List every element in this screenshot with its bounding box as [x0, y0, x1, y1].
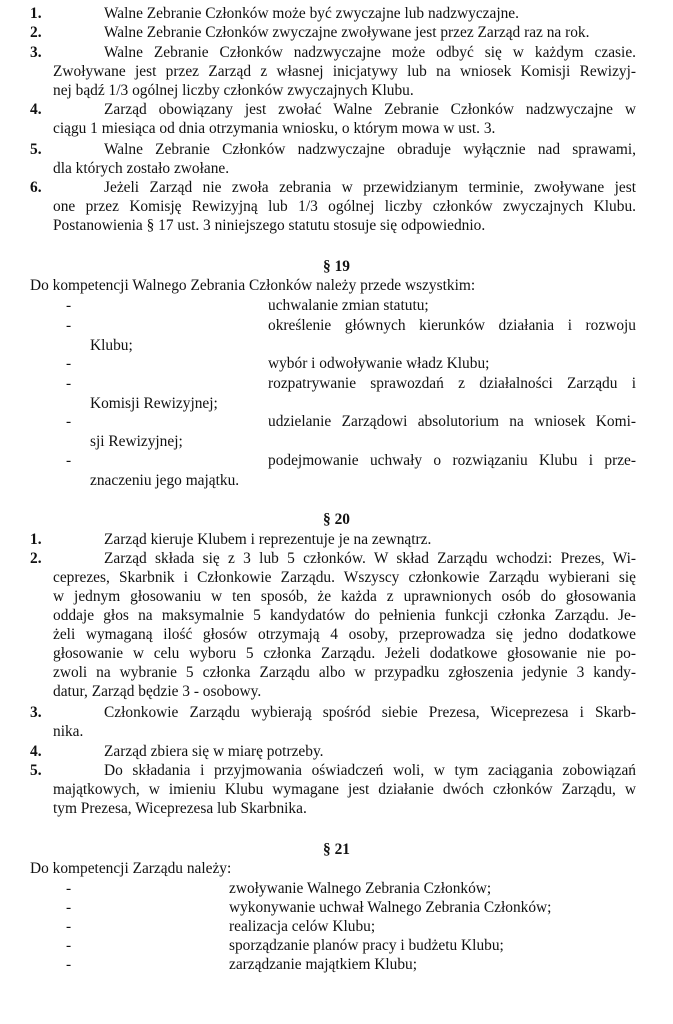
list-dash: - [66, 918, 72, 935]
item-number: 1. [30, 531, 42, 548]
paragraph-line: Do kompetencji Zarządu należy: [30, 860, 232, 877]
list-item-text: podejmowanie uchwały o rozwiązaniu Klubu i prze- [268, 452, 636, 469]
item-number: 5. [30, 141, 42, 158]
paragraph-line: żeli wymaganą ilość głosów otrzymają 4 osoby, przeprowadza się jedno dodatkowe [53, 626, 636, 643]
paragraph-line: zwoli na wybranie 5 członka Zarządu albo w przypadku zgłoszenia jedynie 3 kandy- [53, 664, 636, 681]
paragraph-line: Postanowienia § 17 ust. 3 niniejszego statutu stosuje się odpowiednio. [53, 217, 486, 234]
paragraph-line: Zarząd obowiązany jest zwołać Walne Zebranie Członków nadzwyczajne w [104, 101, 636, 118]
paragraph-line: tym Prezesa, Wiceprezesa lub Skarbnika. [53, 800, 307, 817]
list-item-text: zarządzanie majątkiem Klubu; [229, 956, 418, 973]
paragraph-line: Zwoływane jest przez Zarząd z własnej inicjatywy lub na wniosek Komisji Rewizyj- [53, 63, 636, 80]
list-dash: - [66, 355, 72, 372]
item-number: 2. [30, 550, 42, 567]
paragraph-line: Komisji Rewizyjnej; [90, 395, 218, 412]
list-dash: - [66, 937, 72, 954]
paragraph-line: w jednym głosowaniu w ten sposób, że każda z uprawnionych osób do głosowania [53, 588, 636, 605]
paragraph-line: znaczeniu jego majątku. [90, 472, 240, 489]
paragraph-line: Do kompetencji Walnego Zebrania Członków należy przede wszystkim: [30, 277, 476, 294]
paragraph-line: Walne Zebranie Członków nadzwyczajne może odbyć się w każdym czasie. [104, 44, 636, 61]
list-item-text: zwoływanie Walnego Zebrania Członków; [229, 880, 492, 897]
list-item-text: określenie głównych kierunków działania i rozwoju [268, 317, 636, 334]
paragraph-line: Walne Zebranie Członków może być zwyczajne lub nadzwyczajne. [104, 5, 519, 22]
section-heading: § 21 [323, 841, 350, 858]
paragraph-line: Walne Zebranie Członków nadzwyczajne obraduje wyłącznie nad sprawami, [104, 141, 636, 158]
paragraph-line: głosowanie w celu wyboru 5 członka Zarządu. Jeżeli dodatkowe głosowanie nie po- [53, 645, 636, 662]
item-number: 3. [30, 44, 42, 61]
list-item-text: rozpatrywanie sprawozdań z działalności Zarządu i [268, 375, 636, 392]
paragraph-line: majątkowych, w imieniu Klubu wymagane jest działanie dwóch członków Zarządu, w [53, 781, 636, 798]
list-item-text: realizacja celów Klubu; [229, 918, 376, 935]
paragraph-line: ciągu 1 miesiąca od dnia otrzymania wniosku, o którym mowa w ust. 3. [53, 120, 496, 137]
item-number: 4. [30, 101, 42, 118]
item-number: 2. [30, 24, 42, 41]
item-number: 3. [30, 704, 42, 721]
item-number: 5. [30, 762, 42, 779]
list-dash: - [66, 956, 72, 973]
list-item-text: udzielanie Zarządowi absolutorium na wniosek Komi- [268, 413, 636, 430]
paragraph-line: Zarząd składa się z 3 lub 5 członków. W skład Zarządu wchodzi: Prezes, Wi- [104, 550, 636, 567]
item-number: 4. [30, 743, 42, 760]
paragraph-line: nika. [53, 723, 84, 740]
list-item-text: wykonywanie uchwał Walnego Zebrania Członków; [229, 899, 552, 916]
paragraph-line: dla których zostało zwołane. [53, 160, 230, 177]
list-dash: - [66, 413, 72, 430]
section-heading: § 19 [323, 258, 350, 275]
paragraph-line: ceprezes, Skarbnik i Członkowie Zarządu. Wszyscy członkowie Zarządu wybierani się [53, 569, 636, 586]
list-dash: - [66, 452, 72, 469]
list-dash: - [66, 297, 72, 314]
paragraph-line: Walne Zebranie Członków zwyczajne zwoływane jest przez Zarząd raz na rok. [104, 24, 590, 41]
list-item-text: wybór i odwoływanie władz Klubu; [268, 355, 490, 372]
paragraph-line: Zarząd zbiera się w miarę potrzeby. [104, 743, 324, 760]
paragraph-line: datur, Zarząd będzie 3 - osobowy. [53, 683, 262, 700]
item-number: 6. [30, 179, 42, 196]
paragraph-line: Jeżeli Zarząd nie zwoła zebrania w przewidzianym terminie, zwoływane jest [104, 179, 636, 196]
section-heading: § 20 [323, 511, 350, 528]
paragraph-line: Członkowie Zarządu wybierają spośród siebie Prezesa, Wiceprezesa i Skarb- [104, 704, 636, 721]
list-dash: - [66, 375, 72, 392]
item-number: 1. [30, 5, 42, 22]
paragraph-line: nej bądź 1/3 ogólnej liczby członków zwyczajnych Klubu. [53, 82, 414, 99]
paragraph-line: oddaje głos na maksymalnie 5 kandydatów do pełnienia funkcji członka Zarządu. Je- [53, 607, 636, 624]
paragraph-line: Do składania i przyjmowania oświadczeń woli, w tym zaciągania zobowiązań [104, 762, 636, 779]
paragraph-line: Zarząd kieruje Klubem i reprezentuje je na zewnątrz. [104, 531, 432, 548]
list-item-text: sporządzanie planów pracy i budżetu Klubu; [229, 937, 504, 954]
paragraph-line: one przez Komisję Rewizyjną lub 1/3 ogólnej liczby członków zwyczajnych Klubu. [53, 198, 636, 215]
list-dash: - [66, 317, 72, 334]
list-dash: - [66, 899, 72, 916]
list-dash: - [66, 880, 72, 897]
paragraph-line: Klubu; [90, 337, 133, 354]
paragraph-line: sji Rewizyjnej; [90, 433, 183, 450]
list-item-text: uchwalanie zmian statutu; [268, 297, 429, 314]
